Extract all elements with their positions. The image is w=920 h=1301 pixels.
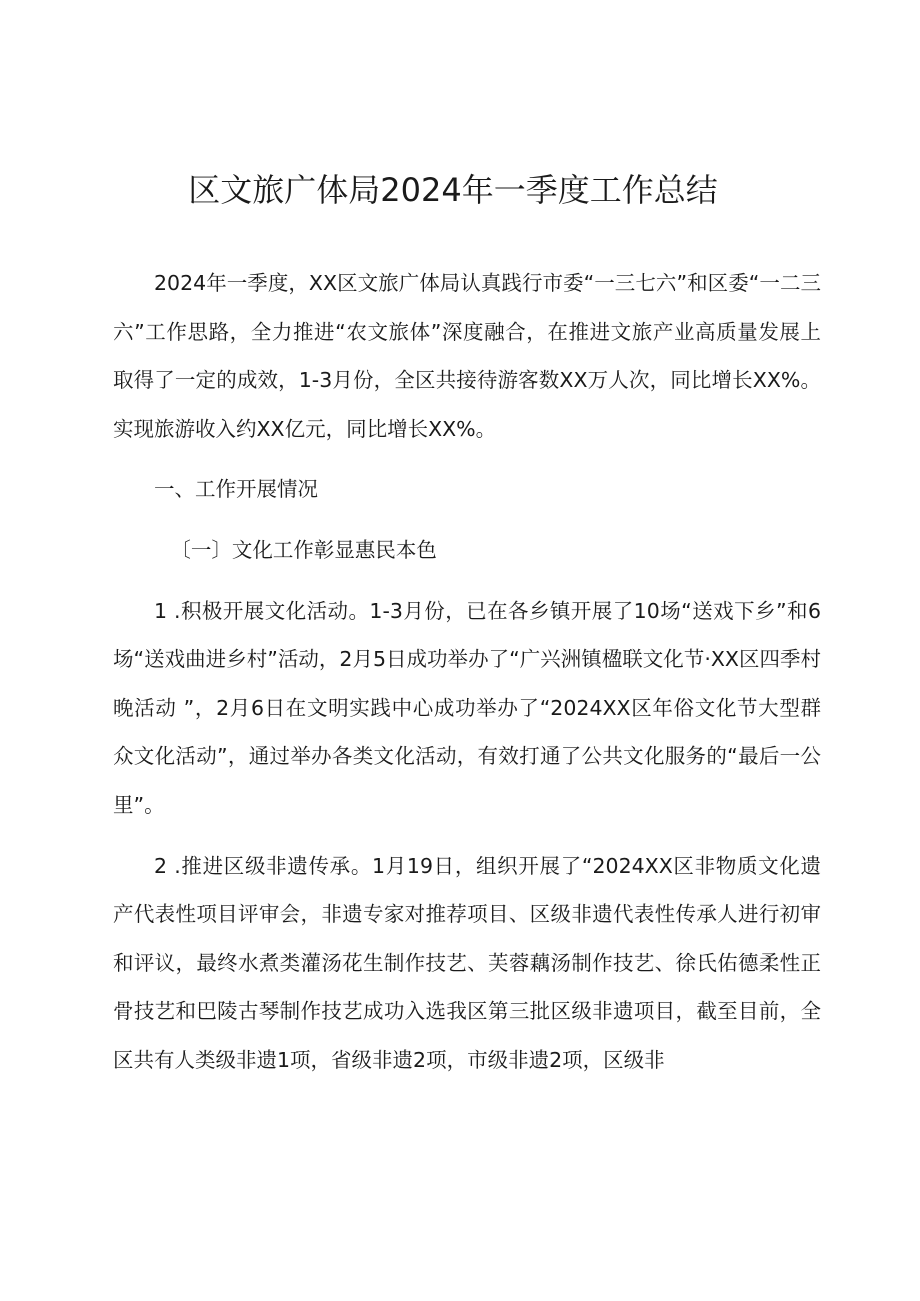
document-title: 区文旅广体局2024年一季度工作总结 [188, 171, 718, 209]
section-heading: 一、工作开展情况 [154, 477, 318, 502]
document-body [113, 259, 821, 1085]
intro-paragraph: 2024年一季度，XX区文旅广体局认真践行市委“一三七六”和区委“一二三六”工作思路，全力推进“农文旅体”深度融合，在推进文旅产业高质量发展上取得了一定的成效，1-3月份，全区共接待游客数XX万人次，同比增长XX%。实现旅游收入约XX亿元，同比增长XX%。 [113, 271, 821, 441]
item-paragraph-1: 1 .积极开展文化活动。1-3月份，已在各乡镇开展了10场“送戏下乡”和6场“送戏曲进乡村”活动，2月5日成功举办了“广兴洲镇楹联文化节·XX区四季村晚活动 ”，2月6日在文明实践中心成功举办了“2024XX区年俗文化节大型群众文化活动”，通过举办各类文化活动，有效打通了公共文化服务的“最后一公里”。 [113, 598, 821, 817]
item-paragraph-2: 2 .推进区级非遗传承。1月19日，组织开展了“2024XX区非物质文化遗产代表性项目评审会，非遗专家对推荐项目、区级非遗代表性传承人进行初审和评议，最终水煮类灌汤花生制作技艺、芙蓉藕汤制作技艺、徐氏佑德柔性正骨技艺和巴陵古琴制作技艺成功入选我区第三批区级非遗项目，截至目前，全区共有人类级非遗1项，省级非遗2项，市级非遗2项，区级非 [113, 853, 821, 1072]
subsection-heading: 〔一〕文化工作彰显惠民本色 [170, 537, 437, 562]
